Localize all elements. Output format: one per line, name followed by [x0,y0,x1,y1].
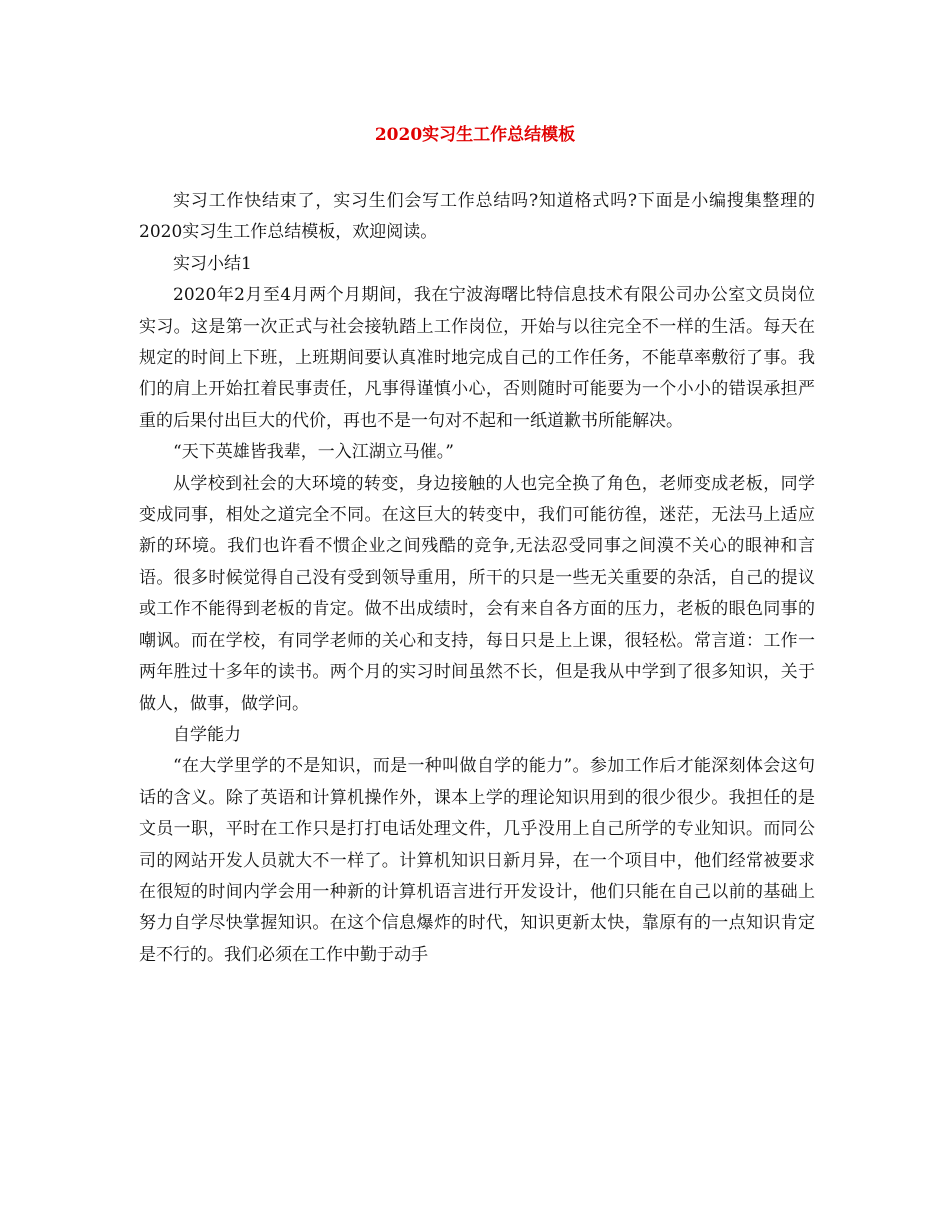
quote-paragraph: “天下英雄皆我辈，一入江湖立马催。” [173,442,454,463]
body-paragraph: 从学校到社会的大环境的转变，身边接触的人也完全换了角色，老师变成老板，同学变成同事，相处之道完全不同。在这巨大的转变中，我们可能彷徨，迷茫，无法马上适应新的环境。我们也许看不惯企业之间残酷的竞争,无法忍受同事之间漠不关心的眼神和言语。很多时候觉得自己没有受到领导重用，所干的只是一些无关重要的杂活，自己的提议或工作不能得到老板的肯定。做不出成绩时，会有来自各方面的压力，老板的眼色同事的嘲讽。而在学校，有同学老师的关心和支持，每日只是上上课，很轻松。常言道：工作一两年胜过十多年的读书。两个月的实习时间虽然不长，但是我从中学到了很多知识，关于做人，做事，做学问。 [139,473,815,714]
section-heading-self-study: 自学能力 [173,724,241,745]
body-paragraph: “在大学里学的不是知识，而是一种叫做自学的能力”。参加工作后才能深刻体会这句话的含义。除了英语和计算机操作外，课本上学的理论知识用到的很少很少。我担任的是文员一职，平时在工作只是打打电话处理文件，几乎没用上自己所学的专业知识。而同公司的网站开发人员就大不一样了。计算机知识日新月异，在一个项目中，他们经常被要求在很短的时间内学会用一种新的计算机语言进行开发设计，他们只能在自己以前的基础上努力自学尽快掌握知识。在这个信息爆炸的时代，知识更新太快，靠原有的一点知识肯定是不行的。我们必须在工作中勤于动手 [139,756,815,965]
document-title: 2020实习生工作总结模板 [374,125,576,145]
intro-paragraph: 实习工作快结束了，实习生们会写工作总结吗?知道格式吗?下面是小编搜集整理的2020实习生工作总结模板，欢迎阅读。 [139,191,815,243]
body-paragraph: 2020年2月至4月两个月期间，我在宁波海曙比特信息技术有限公司办公室文员岗位实习。这是第一次正式与社会接轨踏上工作岗位，开始与以往完全不一样的生活。每天在规定的时间上下班，上班期间要认真准时地完成自己的工作任务，不能草率敷衍了事。我们的肩上开始扛着民事责任，凡事得谨慎小心，否则随时可能要为一个小小的错误承担严重的后果付出巨大的代价，再也不是一句对不起和一纸道歉书所能解决。 [139,285,815,431]
document-body [139,186,815,971]
section-heading-summary-1: 实习小结1 [173,253,252,274]
